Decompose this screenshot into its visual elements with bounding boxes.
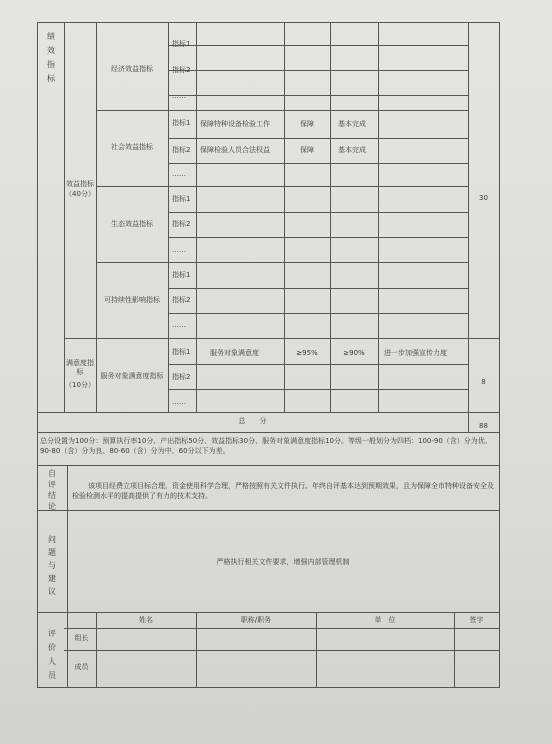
problems-text: 严格执行相关文件要求，增强内部管理机制 [216, 558, 350, 566]
border [168, 313, 468, 314]
social-row-name: 保障检验人员合法权益 [200, 146, 270, 154]
subcategory-social: 社会效益指标 [111, 143, 153, 151]
self-eval-label: 自 评 结 论 [48, 469, 56, 511]
border [37, 510, 500, 511]
border [37, 687, 500, 688]
border [168, 364, 468, 365]
border [67, 465, 68, 687]
indicator-label: 指标2 [172, 296, 191, 304]
satisfaction-actual: ≥90% [343, 349, 365, 357]
border [468, 22, 469, 432]
border [64, 650, 500, 651]
border [168, 237, 468, 238]
border [168, 70, 468, 71]
satisfaction-row-name: 服务对象满意度 [210, 349, 259, 357]
indicator-label: …… [172, 321, 186, 329]
indicator-label: 指标1 [172, 195, 191, 203]
border [64, 338, 500, 339]
benefit-label: 效益指标 [66, 180, 94, 188]
social-row-value1: 保障 [300, 146, 314, 154]
indicator-label: 指标2 [172, 146, 191, 154]
reviewers-label: 评 价 人 员 [48, 629, 56, 680]
border [168, 389, 468, 390]
border [168, 288, 468, 289]
social-row-value1: 保障 [300, 120, 314, 128]
border [37, 612, 500, 613]
social-row-name: 保障特种设备检验工作 [200, 120, 270, 128]
border [96, 22, 97, 412]
indicator-label: …… [172, 170, 186, 178]
border [64, 22, 65, 412]
border [37, 432, 500, 433]
border [96, 262, 468, 263]
border [96, 110, 468, 111]
satisfaction-score-value: 8 [481, 378, 486, 386]
social-row-value2: 基本完成 [338, 120, 366, 128]
indicator-label: 指标1 [172, 271, 191, 279]
member-label: 成员 [74, 663, 89, 671]
satisfaction-note: 进一步加强宣传力度 [384, 349, 447, 357]
subcategory-ecology: 生态效益指标 [111, 220, 153, 228]
total-score: 88 [479, 422, 488, 430]
border [499, 22, 500, 687]
col-unit: 单 位 [374, 616, 396, 624]
satisfaction-score: （10分） [65, 381, 95, 389]
total-label: 总 分 [238, 417, 267, 425]
indicator-label: …… [172, 246, 186, 254]
indicator-label: 指标1 [172, 40, 191, 48]
indicator-label: 指标2 [172, 66, 191, 74]
social-row-value2: 基本完成 [338, 146, 366, 154]
border [168, 163, 468, 164]
indicator-label: 指标1 [172, 119, 191, 127]
border [168, 95, 468, 96]
border [37, 465, 500, 466]
border [37, 22, 500, 23]
col-sign: 签字 [469, 616, 484, 624]
scoring-note: 总分设置为100分：预算执行率10分、产出指标50分、效益指标30分、服务对象满意度指标10分。等级一般划分为四档：100-90（含）分为优、90-80（含）分为良、80-60（含）分为中、60分以下为差。 [40, 437, 492, 455]
indicator-label: …… [172, 398, 186, 406]
border [168, 212, 468, 213]
border [168, 138, 468, 139]
satisfaction-label: 满意度指标 [66, 359, 94, 376]
border [37, 22, 38, 687]
problems-label: 问 题 与 建 议 [48, 535, 56, 596]
border [168, 45, 468, 46]
subcategory-economic: 经济效益指标 [111, 65, 153, 73]
benefit-score: （40分） [65, 190, 95, 198]
self-eval-text: 该项目经费立项目标合理，资金使用科学合理，严格按照有关文件执行。年终自评基本达到预期效果，且为保障全市特种设备安全及检验检测水平的提高提供了有力的技术支持。 [72, 482, 494, 500]
subcategory-service: 服务对象满意度指标 [100, 372, 164, 380]
indicator-label: 指标1 [172, 348, 191, 356]
border [96, 186, 468, 187]
border [37, 412, 500, 413]
section-performance: 绩 效 指 标 [47, 32, 55, 83]
leader-label: 组长 [74, 634, 89, 642]
border [168, 22, 169, 412]
indicator-label: 指标2 [172, 220, 191, 228]
col-title: 职称/职务 [240, 616, 272, 624]
border [378, 22, 379, 412]
border [64, 628, 500, 629]
indicator-label: 指标2 [172, 373, 191, 381]
satisfaction-target: ≥95% [296, 349, 318, 357]
border [196, 22, 197, 412]
subcategory-sustainability: 可持续性影响指标 [104, 296, 160, 304]
col-name: 姓名 [139, 616, 153, 624]
benefit-score-value: 30 [479, 194, 488, 202]
indicator-label: …… [172, 92, 186, 100]
